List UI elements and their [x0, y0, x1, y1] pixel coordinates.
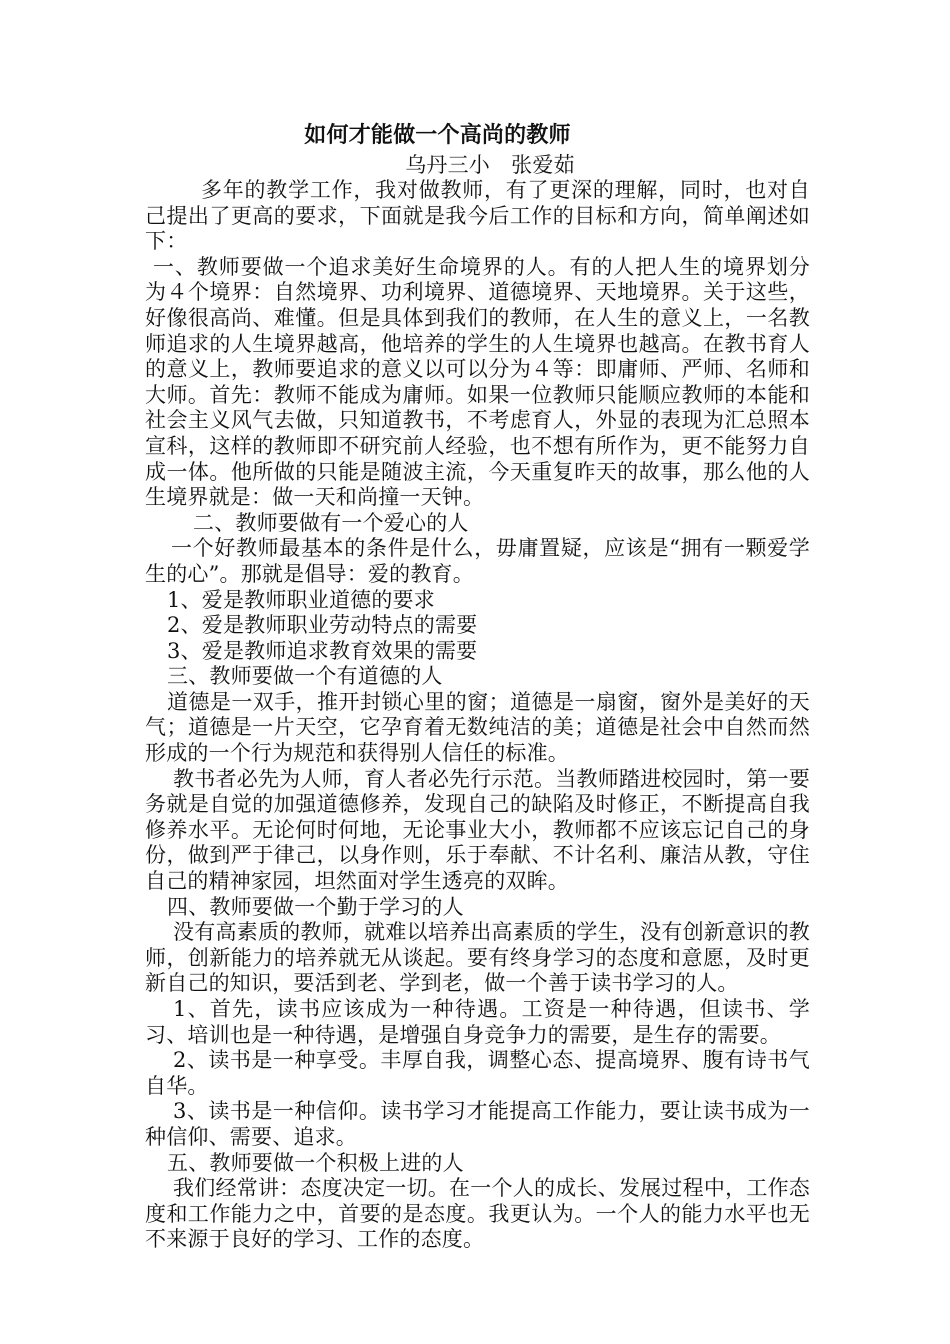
section-3-body: 道德是一双手，推开封锁心里的窗；道德是一扇窗，窗外是美好的天气；道德是一片天空，它孕育着无数纯洁的美；道德是社会中自然而然形成的一个行为规范和获得别人信任的标准。 — [145, 689, 810, 766]
section-2-heading: 二、教师要做有一个爱心的人 — [193, 510, 469, 535]
section-3-body-2: 教书者必先为人师，育人者必先行示范。当教师踏进校园时，第一要务就是自觉的加强道德修养，发现自己的缺陷及时修正，不断提高自我修养水平。无论何时何地，无论事业大小，教师都不应该忘记自己的身份，做到严于律己，以身作则，乐于奉献、不计名利、廉洁从教，守住自己的精神家园，坦然面对学生透亮的双眸。 — [145, 766, 810, 894]
section-3-heading: 三、教师要做一个有道德的人 — [167, 664, 443, 689]
list-item: 1、爱是教师职业道德的要求 — [167, 587, 435, 612]
list-item: 2、爱是教师职业劳动特点的需要 — [167, 613, 478, 638]
section-5-body: 我们经常讲：态度决定一切。在一个人的成长、发展过程中，工作态度和工作能力之中，首要的是态度。我更认为。一个人的能力水平也无不来源于良好的学习、工作的态度。 — [145, 1176, 810, 1252]
section-2-body: 一个好教师最基本的条件是什么，毋庸置疑，应该是“拥有一颗爱学生的心”。那就是倡导：爱的教育。 — [145, 536, 810, 586]
list-item: 3、爱是教师追求教育效果的需要 — [167, 638, 478, 663]
section-1-body: 一、教师要做一个追求美好生命境界的人。有的人把人生的境界划分为４个境界：自然境界、功利境界、道德境界、天地境界。关于这些，好像很高尚、难懂。但是具体到我们的教师，在人生的意义上，一名教师追求的人生境界越高，他培养的学生的人生境界也越高。在教书育人的意义上，教师要追求的意义以可以分为４等：即庸师、严师、名师和大师。首先：教师不能成为庸师。如果一位教师只能顺应教师的本能和社会主义风气去做，只知道教书，不考虑育人，外显的表现为汇总照本宣科，这样的教师即不研究前人经验，也不想有所作为，更不能努力自成一体。他所做的只能是随波主流，今天重复昨天的故事，那么他的人生境界就是：做一天和尚撞一天钟。 — [145, 254, 810, 510]
document-author: 乌丹三小 张爱茹 — [405, 153, 575, 177]
section-4-body: 没有高素质的教师，就难以培养出高素质的学生，没有创新意识的教师，创新能力的培养就无从谈起。要有终身学习的态度和意愿，及时更新自己的知识，要活到老、学到老，做一个善于读书学习的人。 — [145, 920, 810, 996]
list-item: 2、读书是一种享受。丰厚自我，调整心态、提高境界、腹有诗书气自华。 — [145, 1048, 810, 1098]
document-title: 如何才能做一个高尚的教师 — [304, 122, 571, 148]
document-page — [145, 118, 810, 1253]
list-item: 3、读书是一种信仰。读书学习才能提高工作能力，要让读书成为一种信仰、需要、追求。 — [145, 1099, 810, 1149]
paragraph-intro: 多年的教学工作，我对做教师，有了更深的理解，同时，也对自己提出了更高的要求，下面就是我今后工作的目标和方向，简单阐述如下： — [145, 178, 810, 254]
section-4-heading: 四、教师要做一个勤于学习的人 — [167, 894, 464, 919]
list-item: 1、首先，读书应该成为一种待遇。工资是一种待遇，但读书、学习、培训也是一种待遇，是增强自身竞争力的需要，是生存的需要。 — [145, 997, 810, 1047]
section-5-heading: 五、教师要做一个积极上进的人 — [167, 1150, 464, 1175]
